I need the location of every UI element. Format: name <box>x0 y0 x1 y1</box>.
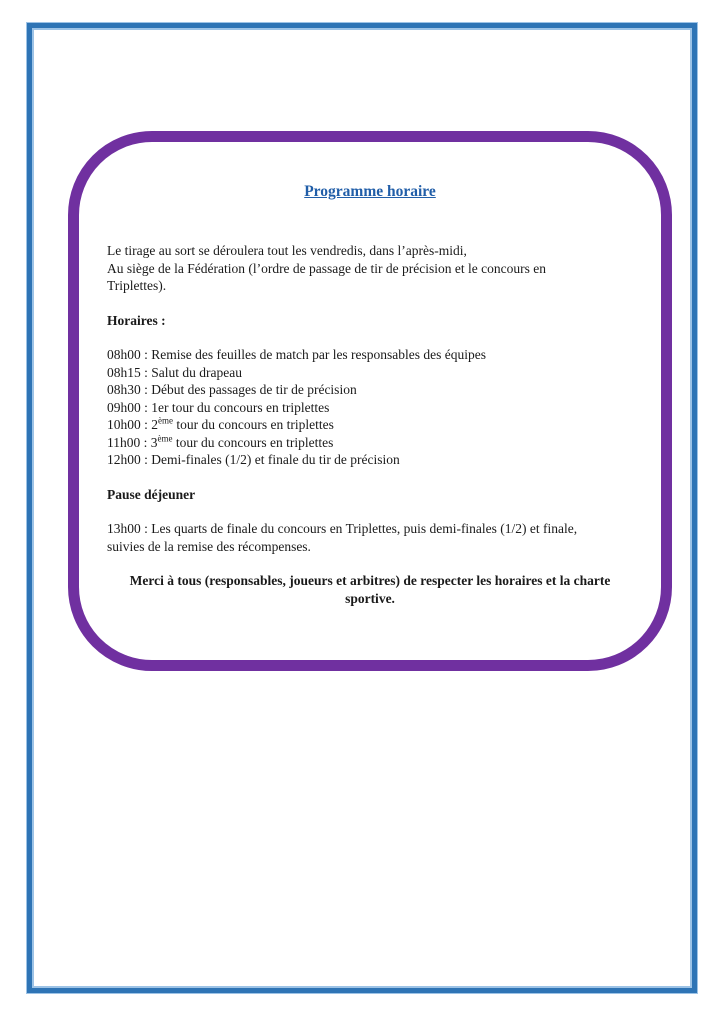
frame-content <box>79 142 661 660</box>
schedule-text: 12h00 : Demi-finales (1/2) et finale du tir de précision <box>107 452 400 467</box>
pause-heading: Pause déjeuner <box>107 486 196 502</box>
afternoon-line: suivies de la remise des récompenses. <box>107 538 311 554</box>
ordinal-superscript: ème <box>158 415 174 426</box>
horaires-heading: Horaires : <box>107 312 166 328</box>
schedule-text: 08h15 : Salut du drapeau <box>107 364 242 380</box>
schedule-item <box>107 434 633 452</box>
schedule-text: 08h30 : Début des passages de tir de précision <box>107 382 357 397</box>
schedule-text: 09h00 : 1er tour du concours en triplettes <box>107 399 330 415</box>
intro-line: Au siège de la Fédération (l’ordre de passage de tir de précision et le concours en <box>107 260 546 276</box>
schedule-item <box>107 416 633 434</box>
schedule-item <box>107 346 633 364</box>
ordinal-superscript: ème <box>157 433 173 443</box>
page-title: Programme horaire <box>304 183 436 200</box>
closing-paragraph <box>107 572 633 607</box>
closing-line: sportive. <box>345 590 395 606</box>
schedule-item <box>107 451 633 469</box>
schedule-text: 11h00 : 3 <box>107 434 158 450</box>
schedule-item <box>107 381 633 399</box>
schedule-text: 10h00 : 2 <box>107 417 159 432</box>
intro-line: Le tirage au sort se déroulera tout les vendredis, dans l’après-midi, <box>107 243 467 258</box>
schedule-item <box>107 364 633 382</box>
purple-frame <box>68 131 672 671</box>
closing-line: Merci à tous (responsables, joueurs et arbitres) de respecter les horaires et la charte <box>129 573 611 588</box>
schedule-item <box>107 399 633 417</box>
afternoon-paragraph <box>107 520 633 555</box>
schedule-text: 08h00 : Remise des feuilles de match par les responsables des équipes <box>107 347 487 362</box>
schedule-list <box>107 346 633 469</box>
schedule-text: tour du concours en triplettes <box>172 434 334 450</box>
intro-line: Triplettes). <box>107 278 167 293</box>
afternoon-line: 13h00 : Les quarts de finale du concours en Triplettes, puis demi-finales (1/2) et finale, <box>107 521 578 536</box>
schedule-text: tour du concours en triplettes <box>173 417 334 432</box>
intro-paragraph <box>107 242 633 295</box>
